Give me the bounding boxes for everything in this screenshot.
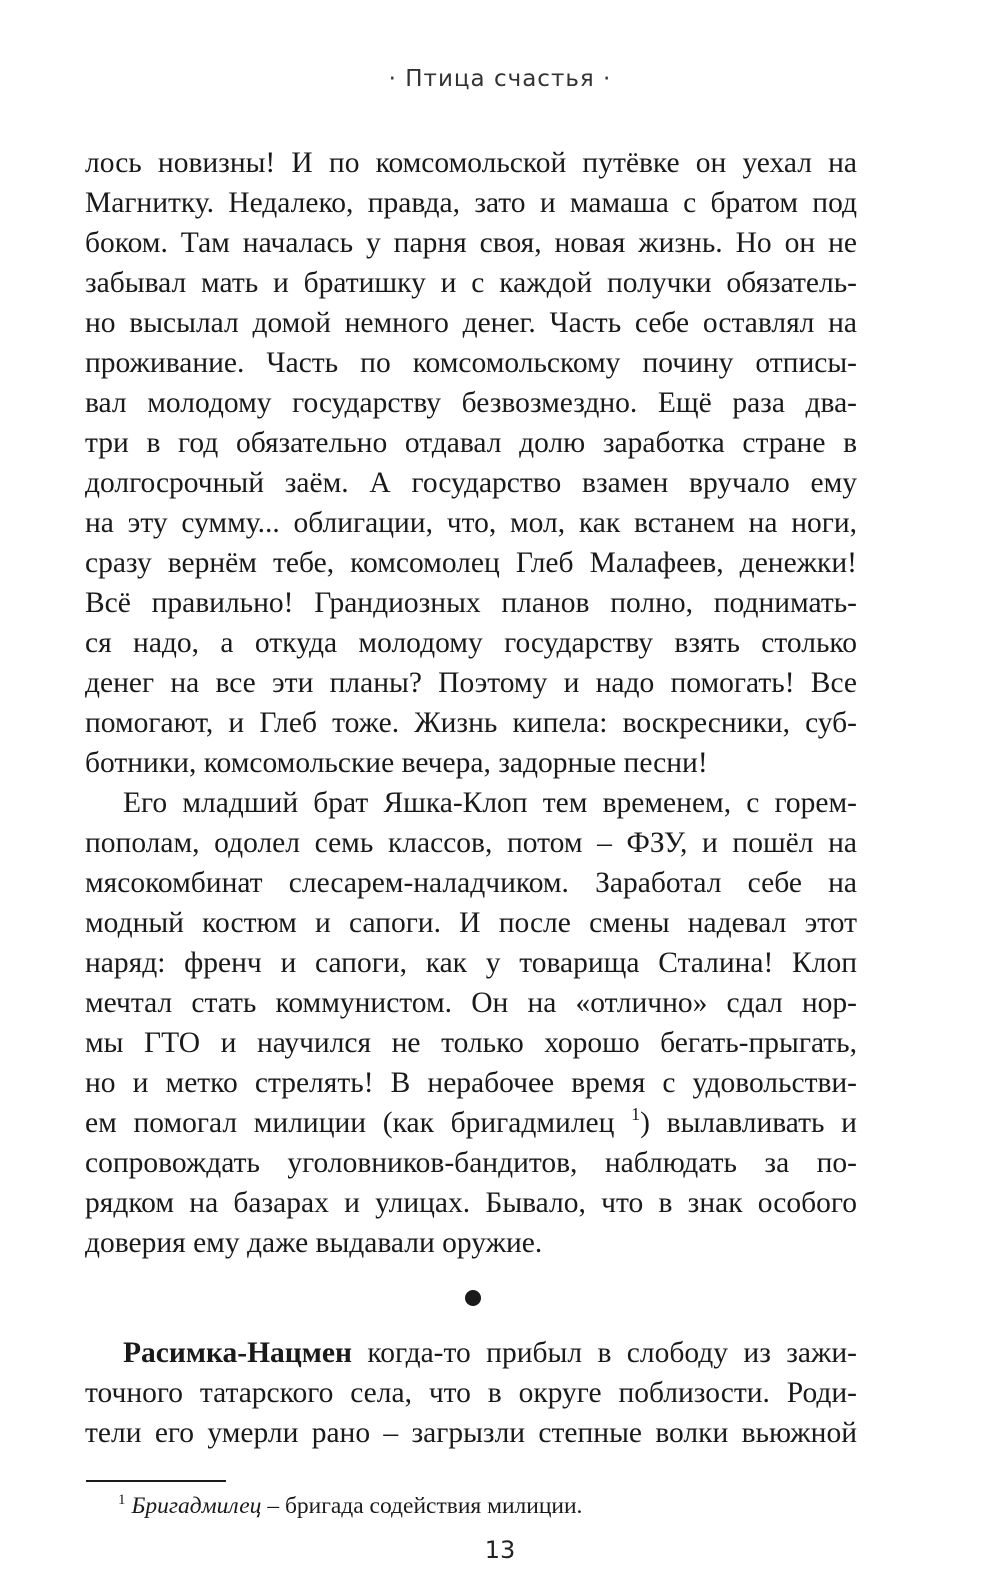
text-line: доверия ему даже выдавали оружие. [85, 1227, 543, 1259]
character-name: Расимка-Нацмен [123, 1337, 352, 1369]
page-number: 13 [484, 1536, 516, 1564]
text-line: модный костюм и сапоги. И после смены надевал этот [85, 907, 857, 939]
text-line: денег на все эти планы? Поэтому и надо помогать! Все [85, 667, 857, 699]
text-line: вал молодому государству безвозмездно. Ещё раза два- [85, 387, 857, 419]
text-line: пополам, одолел семь классов, потом – ФЗУ, и пошёл на [85, 827, 857, 859]
running-title: · Птица счастья · [388, 66, 612, 92]
text-line: но и метко стрелять! В нерабочее время с удовольстви- [85, 1067, 857, 1099]
footnote-reference[interactable]: 1 [631, 1104, 641, 1124]
footnote [118, 1490, 582, 1522]
footnote-marker: 1 [118, 1492, 126, 1508]
text-line: точного татарского села, что в округе поблизости. Роди- [85, 1377, 857, 1409]
text-line-with-footnote [85, 1103, 857, 1143]
text-line: на эту сумму... облигации, что, мол, как встанем на ноги, [85, 507, 857, 539]
text-line: сразу вернём тебе, комсомолец Глеб Малафеев, денежки! [85, 547, 857, 579]
text-line: забывал мать и братишку и с каждой получки обязатель- [85, 267, 857, 299]
text-line: Всё правильно! Грандиозных планов полно, поднимать- [85, 587, 857, 619]
text-line: ботники, комсомольские вечера, задорные песни! [85, 747, 708, 779]
footnote-rule [86, 1480, 226, 1482]
text-line: мясокомбинат слесарем-наладчиком. Заработал себе на [85, 867, 857, 899]
text-segment: ем помогал милиции (как бригадмилец [85, 1107, 632, 1139]
text-line: проживание. Часть по комсомольскому почину отписы- [85, 347, 857, 379]
text-segment: ) вылавливать и [640, 1107, 857, 1139]
text-line: три в год обязательно отдавал долю заработка стране в [85, 427, 857, 459]
text-line: но высылал домой немного денег. Часть себе оставлял на [85, 307, 857, 339]
text-line: помогают, и Глеб тоже. Жизнь кипела: воскресники, суб- [85, 707, 857, 739]
text-line [123, 1333, 857, 1373]
section-separator-bullet [465, 1290, 481, 1306]
footnote-term: Бригадмилец [131, 1493, 262, 1519]
text-line: рядком на базарах и улицах. Бывало, что в знак особого [85, 1187, 857, 1219]
text-line: лось новизны! И по комсомольской путёвке он уехал на [85, 147, 857, 179]
text-segment: когда-то прибыл в слободу из зажи- [351, 1337, 857, 1369]
text-line: Магнитку. Недалеко, правда, зато и мамаша с братом под [85, 187, 857, 219]
text-line: сопровождать уголовников-бандитов, наблюдать за по- [85, 1147, 857, 1179]
text-line: наряд: френч и сапоги, как у товарища Сталина! Клоп [85, 947, 857, 979]
footnote-definition: – бригада содействия милиции. [261, 1493, 583, 1519]
text-line: Его младший брат Яшка-Клоп тем временем, с горем- [123, 787, 857, 819]
text-line: боком. Там началась у парня своя, новая жизнь. Но он не [85, 227, 857, 259]
text-line: мы ГТО и научился не только хорошо бегать-прыгать, [85, 1027, 857, 1059]
text-line: ся надо, а откуда молодому государству взять столько [85, 627, 857, 659]
text-line: мечтал стать коммунистом. Он на «отлично» сдал нор- [85, 987, 857, 1019]
text-line: долгосрочный заём. А государство взамен вручало ему [85, 467, 857, 499]
text-line: тели его умерли рано – загрызли степные волки вьюжной [85, 1417, 857, 1449]
